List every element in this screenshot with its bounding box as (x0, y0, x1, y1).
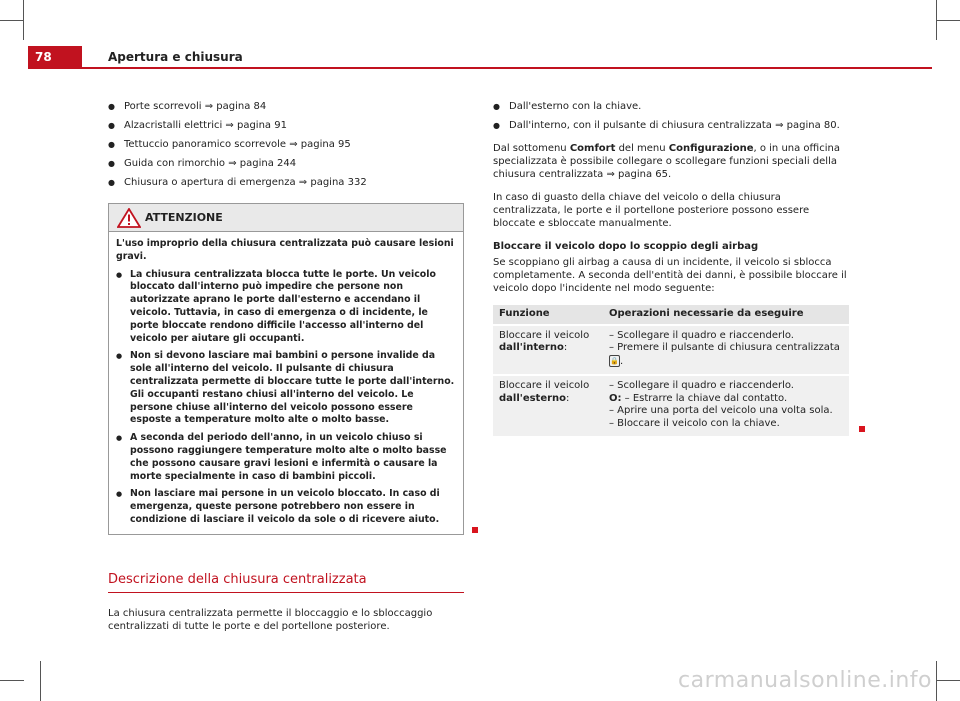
warning-wrapper (108, 203, 464, 535)
operation-step: – Bloccare il veicolo con la chiave. (609, 417, 780, 429)
table-cell (493, 375, 603, 436)
text-run: , o in una officina specializzata è possibile collegare o scollegare funzioni speciali della chiusura centralizzata ⇒ pagina 65. (493, 143, 840, 180)
lock-icon: 🔒 (610, 356, 619, 365)
comfort-paragraph (493, 142, 849, 181)
table-cell (603, 375, 849, 436)
page-number: 78 (28, 46, 82, 68)
operation-step: – Scollegare il quadro e riaccenderlo. (609, 329, 794, 341)
operation-step: – Estrarre la chiave dal contatto. (621, 392, 788, 404)
lock-methods-list (493, 100, 849, 132)
crop-mark (23, 0, 24, 40)
operation-step-wrapper: – Premere il pulsante di chiusura centralizzata 🔒. (609, 342, 840, 367)
crop-mark (0, 20, 24, 21)
table-header-row (493, 305, 849, 325)
table-row (493, 325, 849, 376)
end-marker (472, 527, 478, 533)
warning-item: ● Non si devono lasciare mai bambini o persone invalide da sole all'interno del veicolo. Il pulsante di chiusura centralizzata permette di bloccare tutte le porte dall'interno. Gli occupanti restano chiusi all'interno del veicolo. Le persone chiuse all'interno del veicolo possono essere esposte a temperature molto alte o molto basse. (116, 350, 456, 427)
operations-table (493, 305, 849, 436)
crop-mark (936, 20, 960, 21)
manual-lock-paragraph: In caso di guasto della chiave del veicolo o della chiusura centralizzata, le porte e il portellone posteriore possono essere bloccate e sbloccate manualmente. (493, 192, 810, 229)
operation-step: – Scollegare il quadro e riaccenderlo. (609, 380, 794, 391)
airbag-paragraph: Se scoppiano gli airbag a causa di un incidente, il veicolo si sblocca completamente. A seconda dell'entità dei danni, è possibile bloccare il veicolo dopo l'incidente nel modo seguente: (493, 257, 847, 294)
crop-mark (936, 0, 937, 40)
list-item: ● Guida con rimorchio ⇒ pagina 244 (108, 157, 464, 170)
table-cell (603, 325, 849, 376)
warning-intro: L'uso improprio della chiusura centralizzata può causare lesioni gravi. (116, 238, 454, 262)
header-rule (28, 67, 932, 69)
list-item: ● Alzacristalli elettrici ⇒ pagina 91 (108, 119, 464, 132)
left-column (108, 100, 464, 633)
text-run-bold: dall'esterno (499, 392, 567, 404)
table-wrapper (493, 305, 849, 436)
section-title: Descrizione della chiusura centralizzata (108, 573, 464, 593)
text-run: : (563, 342, 568, 353)
text-run: Bloccare il veicolo (499, 329, 590, 341)
text-run: Dal sottomenu (493, 143, 570, 154)
crop-mark (936, 661, 937, 701)
warning-item: ● A seconda del periodo dell'anno, in un veicolo chiuso si possono raggiungere temperature molto alte o molto basse che possono causare gravi lesioni e infermità o causare la morte specialmente in caso di bambini piccoli. (116, 432, 456, 483)
column-header: Funzione (493, 305, 603, 325)
list-item: ● Tettuccio panoramico scorrevole ⇒ pagina 95 (108, 138, 464, 151)
list-item: ● Chiusura o apertura di emergenza ⇒ pagina 332 (108, 176, 464, 189)
menu-name-comfort: Comfort (569, 143, 616, 154)
text-run: del menu (615, 143, 669, 154)
page-title: Apertura e chiusura (108, 50, 243, 64)
table-row (493, 375, 849, 436)
table-cell (493, 325, 603, 376)
crop-mark (0, 680, 24, 681)
cross-reference-list (108, 100, 464, 189)
warning-item: ● La chiusura centralizzata blocca tutte le porte. Un veicolo bloccato dall'interno può impedire che persone non autorizzate aprano le porte dall'esterno e accendano il veicolo. Tuttavia, in caso di emergenza o di incidente, le porte bloccate rendono difficile l'accesso all'interno del veicolo per aiutare gli occupanti. (116, 269, 456, 346)
text-run: Bloccare il veicolo (499, 380, 590, 391)
list-item: ● Dall'esterno con la chiave. (493, 100, 849, 113)
column-header: Operazioni necessarie da eseguire (603, 305, 849, 325)
list-item: ● Porte scorrevoli ⇒ pagina 84 (108, 100, 464, 113)
crop-mark (936, 680, 960, 681)
watermark: carmanualsonline.info (678, 668, 932, 693)
warning-body (109, 232, 463, 534)
operation-step-wrapper (609, 393, 843, 406)
warning-title: ATTENZIONE (145, 211, 223, 224)
menu-name-configurazione: Configurazione (668, 143, 754, 154)
text-run: : (566, 392, 570, 404)
subheading: Bloccare il veicolo dopo lo scoppio degli airbag (493, 241, 759, 252)
warning-triangle-icon (117, 208, 141, 228)
warning-box (108, 203, 464, 535)
list-item: ● Dall'interno, con il pulsante di chiusura centralizzata ⇒ pagina 80. (493, 119, 849, 132)
end-marker (859, 426, 865, 432)
or-label: O: (609, 392, 622, 404)
right-column (493, 100, 849, 436)
operation-step: – Aprire una porta del veicolo una volta sola. (609, 405, 833, 416)
operation-step: – Premere il pulsante di chiusura centralizzata (609, 342, 840, 353)
warning-header (109, 204, 463, 232)
crop-mark (40, 661, 41, 701)
warning-item: ● Non lasciare mai persone in un veicolo bloccato. In caso di emergenza, queste persone potrebbero non essere in condizione di lasciare il veicolo da sole o di ricevere aiuto. (116, 488, 456, 526)
text-run-bold: dall'interno (499, 342, 564, 353)
section-text: La chiusura centralizzata permette il bloccaggio e lo sbloccaggio centralizzati di tutte le porte e del portellone posteriore. (108, 607, 433, 632)
